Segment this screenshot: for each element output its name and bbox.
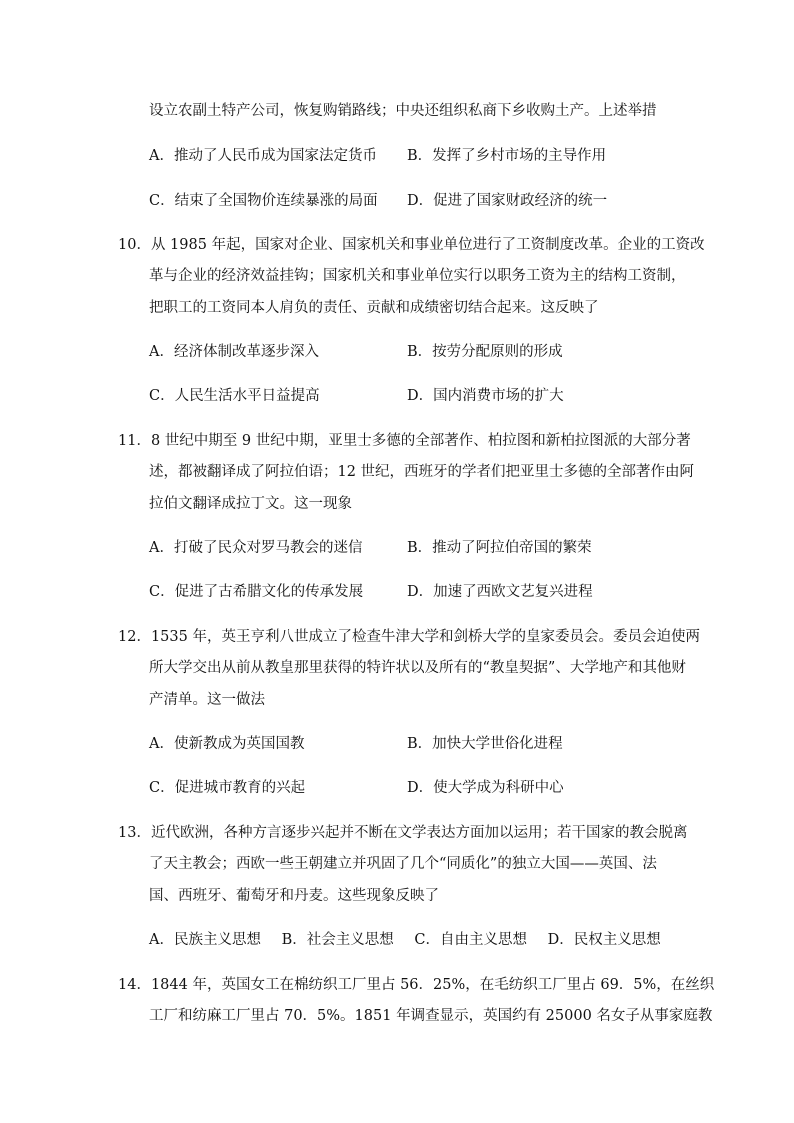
q11-stem-line3: 拉伯文翻译成拉丁文。这一现象: [149, 496, 352, 512]
q12-stem-line2: 所大学交出从前从教皇那里获得的特许状以及所有的“教皇契据”、大学地产和其他财: [149, 660, 686, 676]
q9-option-c: C．结束了全国物价连续暴涨的局面: [149, 193, 378, 209]
q11-option-c: C．促进了古希腊文化的传承发展: [149, 584, 364, 600]
q12-option-a: A．使新教成为英国国教: [149, 736, 305, 752]
q10-option-d: D．国内消费市场的扩大: [407, 388, 564, 404]
q12-stem-line1: 12．1535 年，英王亨利八世成立了检查牛津大学和剑桥大学的皇家委员会。委员会迫使两: [118, 629, 700, 645]
q12-option-c: C．促进城市教育的兴起: [149, 780, 306, 796]
q13-stem-line3: 国、西班牙、葡萄牙和丹麦。这些现象反映了: [149, 888, 439, 904]
q13-option-c: C．自由主义思想: [414, 932, 527, 948]
q10-option-b: B．按劳分配原则的形成: [407, 344, 563, 360]
q13-stem-line2: 了天主教会；西欧一些王朝建立并巩固了几个“同质化”的独立大国——英国、法: [149, 856, 657, 872]
q10-stem-line3: 把职工的工资同本人肩负的责任、贡献和成绩密切结合起来。这反映了: [149, 300, 599, 316]
q9-stem-tail: 设立农副土特产公司，恢复购销路线；中央还组织私商下乡收购土产。上述举措: [149, 103, 657, 119]
q12-stem-line3: 产清单。这一做法: [149, 692, 265, 708]
q13-option-d: D．民权主义思想: [547, 932, 661, 948]
q12-option-b: B．加快大学世俗化进程: [407, 736, 563, 752]
q14-stem-line2: 工厂和纺麻工厂里占 70．5%。1851 年调查显示，英国约有 25000 名女子从事家庭教: [149, 1008, 713, 1024]
q13-stem-line1: 13．近代欧洲，各种方言逐步兴起并不断在文学表达方面加以运用；若干国家的教会脱离: [118, 825, 688, 841]
q12-option-d: D．使大学成为科研中心: [407, 780, 564, 796]
q13-option-a: A．民族主义思想: [149, 932, 261, 948]
q10-option-a: A．经济体制改革逐步深入: [149, 344, 319, 360]
q11-stem-line1: 11．8 世纪中期至 9 世纪中期，亚里士多德的全部著作、柏拉图和新柏拉图派的大部分著: [118, 433, 691, 449]
q10-option-c: C．人民生活水平日益提高: [149, 388, 320, 404]
q11-stem-line2: 述，都被翻译成了阿拉伯语；12 世纪，西班牙的学者们把亚里士多德的全部著作由阿: [149, 464, 695, 480]
q14-stem-line1: 14．1844 年，英国女工在棉纺织工厂里占 56．25%，在毛纺织工厂里占 69．5%，在丝织: [118, 977, 715, 993]
q13-options-row: [149, 930, 677, 950]
q10-stem-line2: 革与企业的经济效益挂钩；国家机关和事业单位实行以职务工资为主的结构工资制，: [149, 268, 686, 284]
q9-option-b: B．发挥了乡村市场的主导作用: [407, 148, 607, 164]
q11-option-d: D．加速了西欧文艺复兴进程: [407, 584, 593, 600]
q9-option-a: A．推动了人民币成为国家法定货币: [149, 148, 377, 164]
q11-option-a: A．打破了民众对罗马教会的迷信: [149, 540, 363, 556]
q13-option-b: B．社会主义思想: [281, 932, 394, 948]
q9-option-d: D．促进了国家财政经济的统一: [407, 193, 608, 209]
q11-option-b: B．推动了阿拉伯帝国的繁荣: [407, 540, 592, 556]
q10-stem-line1: 10．从 1985 年起，国家对企业、国家机关和事业单位进行了工资制度改革。企业的工资改: [118, 237, 705, 253]
